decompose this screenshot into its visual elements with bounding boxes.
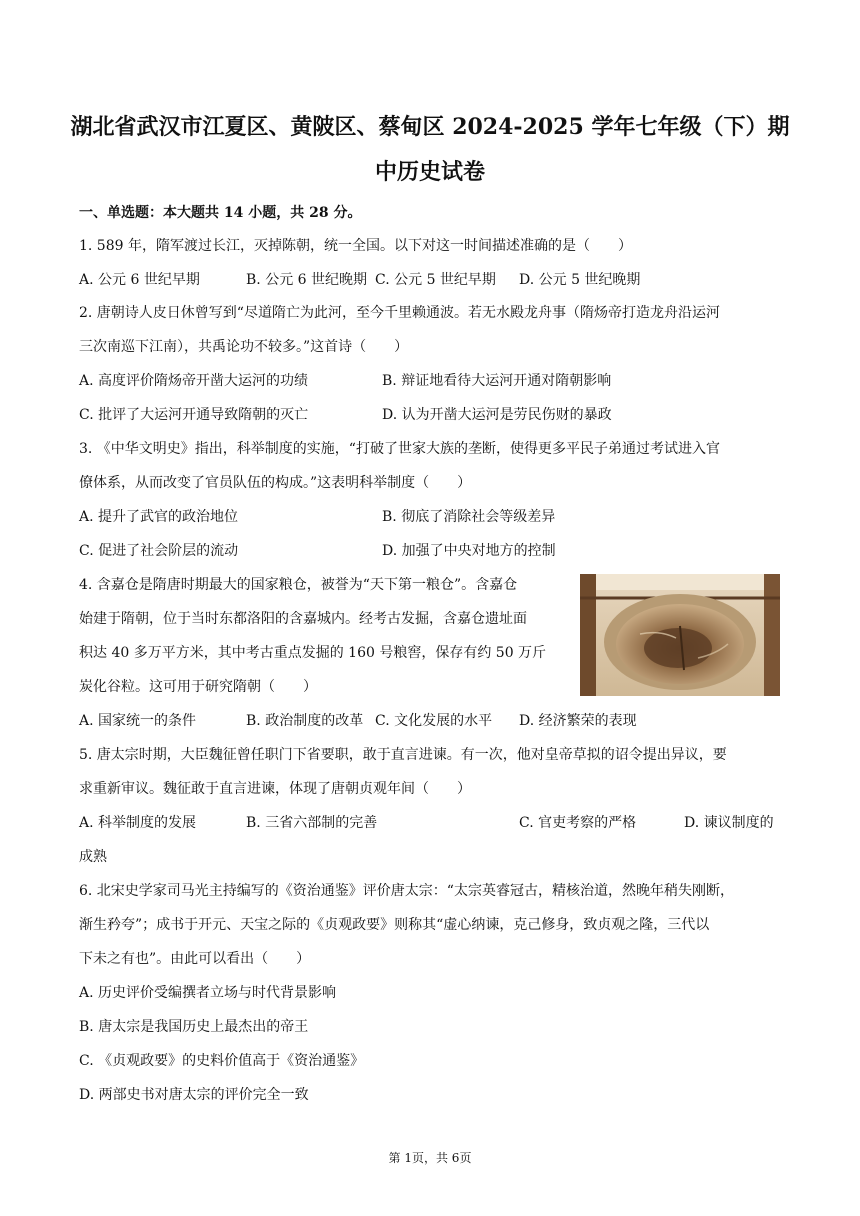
- question-3-option-c: C. 促进了社会阶层的流动: [79, 543, 239, 559]
- exam-title-line-2: 中历史试卷: [374, 159, 485, 185]
- question-6-stem-line-2: 渐生矜夸”；成书于开元、天宝之际的《贞观政要》则称其“虚心纳谏，克己修身，致贞观之隆，三代以: [79, 917, 710, 933]
- question-2-option-b: B. 辩证地看待大运河开通对隋朝影响: [382, 373, 612, 389]
- question-3-stem-line-1: 3. 《中华文明史》指出，科举制度的实施，“打破了世家大族的垄断，使得更多平民子弟通过考试进入官: [79, 441, 720, 457]
- question-4-stem-line-2: 始建于隋朝，位于当时东都洛阳的含嘉城内。经考古发掘，含嘉仓遗址面: [79, 611, 527, 627]
- question-3-option-a: A. 提升了武官的政治地位: [79, 509, 239, 525]
- question-4-stem-line-1: 4. 含嘉仓是隋唐时期最大的国家粮仓，被誉为“天下第一粮仓”。含嘉仓: [79, 577, 518, 593]
- page-footer: 第 1页，共 6页: [388, 1151, 472, 1165]
- question-5-option-d-continued: 成熟: [79, 849, 107, 865]
- question-2-stem-line-1: 2. 唐朝诗人皮日休曾写到“尽道隋亡为此河，至今千里赖通波。若无水殿龙舟事（隋炀帝打造龙舟沿运河: [79, 305, 720, 321]
- question-3-option-d: D. 加强了中央对地方的控制: [382, 543, 556, 559]
- question-5-option-c: C. 官吏考察的严格: [519, 815, 637, 831]
- question-5-option-b: B. 三省六部制的完善: [246, 815, 378, 831]
- question-6-option-c: C. 《贞观政要》的史料价值高于《资治通鉴》: [79, 1053, 365, 1069]
- question-1-option-a: A. 公元 6 世纪早期: [79, 272, 200, 288]
- question-6-option-b: B. 唐太宗是我国历史上最杰出的帝王: [79, 1019, 309, 1035]
- question-4-stem-line-4: 炭化谷粒。这可用于研究隋朝（ ）: [79, 679, 317, 695]
- question-1-option-c: C. 公元 5 世纪早期: [375, 272, 496, 288]
- question-3-option-b: B. 彻底了消除社会等级差异: [382, 509, 556, 525]
- granary-photo: [580, 574, 780, 696]
- question-1-option-d: D. 公元 5 世纪晚期: [519, 272, 641, 288]
- question-4-option-d: D. 经济繁荣的表现: [519, 713, 637, 729]
- exam-title-line-1: 湖北省武汉市江夏区、黄陂区、蔡甸区 2024-2025 学年七年级（下）期: [70, 114, 790, 140]
- question-6-option-d: D. 两部史书对唐太宗的评价完全一致: [79, 1087, 309, 1103]
- question-6-stem-line-3: 下未之有也”。由此可以看出（ ）: [79, 951, 311, 967]
- question-5-option-d: D. 谏议制度的: [684, 815, 774, 831]
- question-4-option-b: B. 政治制度的改革: [246, 713, 364, 729]
- question-2-option-c: C. 批评了大运河开通导致隋朝的灭亡: [79, 407, 309, 423]
- question-3-stem-line-2: 僚体系，从而改变了官员队伍的构成。”这表明科举制度（ ）: [79, 475, 472, 491]
- question-4-stem-line-3: 积达 40 多万平方米，其中考古重点发掘的 160 号粮窖，保存有约 50 万斤: [79, 645, 547, 661]
- question-4-option-a: A. 国家统一的条件: [79, 713, 197, 729]
- granary-pit-illustration: [580, 574, 780, 696]
- section-heading: 一、单选题：本大题共 14 小题，共 28 分。: [79, 205, 362, 221]
- question-1-option-b: B. 公元 6 世纪晚期: [246, 272, 367, 288]
- question-2-option-d: D. 认为开凿大运河是劳民伤财的暴政: [382, 407, 612, 423]
- question-5-stem-line-2: 求重新审议。魏征敢于直言进谏，体现了唐朝贞观年间（ ）: [79, 781, 471, 797]
- question-2-option-a: A. 高度评价隋炀帝开凿大运河的功绩: [79, 373, 309, 389]
- question-6-stem-line-1: 6. 北宋史学家司马光主持编写的《资治通鉴》评价唐太宗：“太宗英睿冠古，精核治道，然晚年稍失刚断，: [79, 883, 734, 899]
- question-1-stem: 1. 589 年，隋军渡过长江，灭掉陈朝，统一全国。以下对这一时间描述准确的是（ ）: [79, 238, 632, 254]
- question-4-option-c: C. 文化发展的水平: [375, 713, 493, 729]
- question-2-stem-line-2: 三次南巡下江南），共禹论功不较多。”这首诗（ ）: [79, 339, 409, 355]
- question-6-option-a: A. 历史评价受编撰者立场与时代背景影响: [79, 985, 337, 1001]
- question-5-stem-line-1: 5. 唐太宗时期，大臣魏征曾任职门下省要职，敢于直言进谏。有一次，他对皇帝草拟的诏令提出异议，要: [79, 747, 727, 763]
- question-5-option-a: A. 科举制度的发展: [79, 815, 197, 831]
